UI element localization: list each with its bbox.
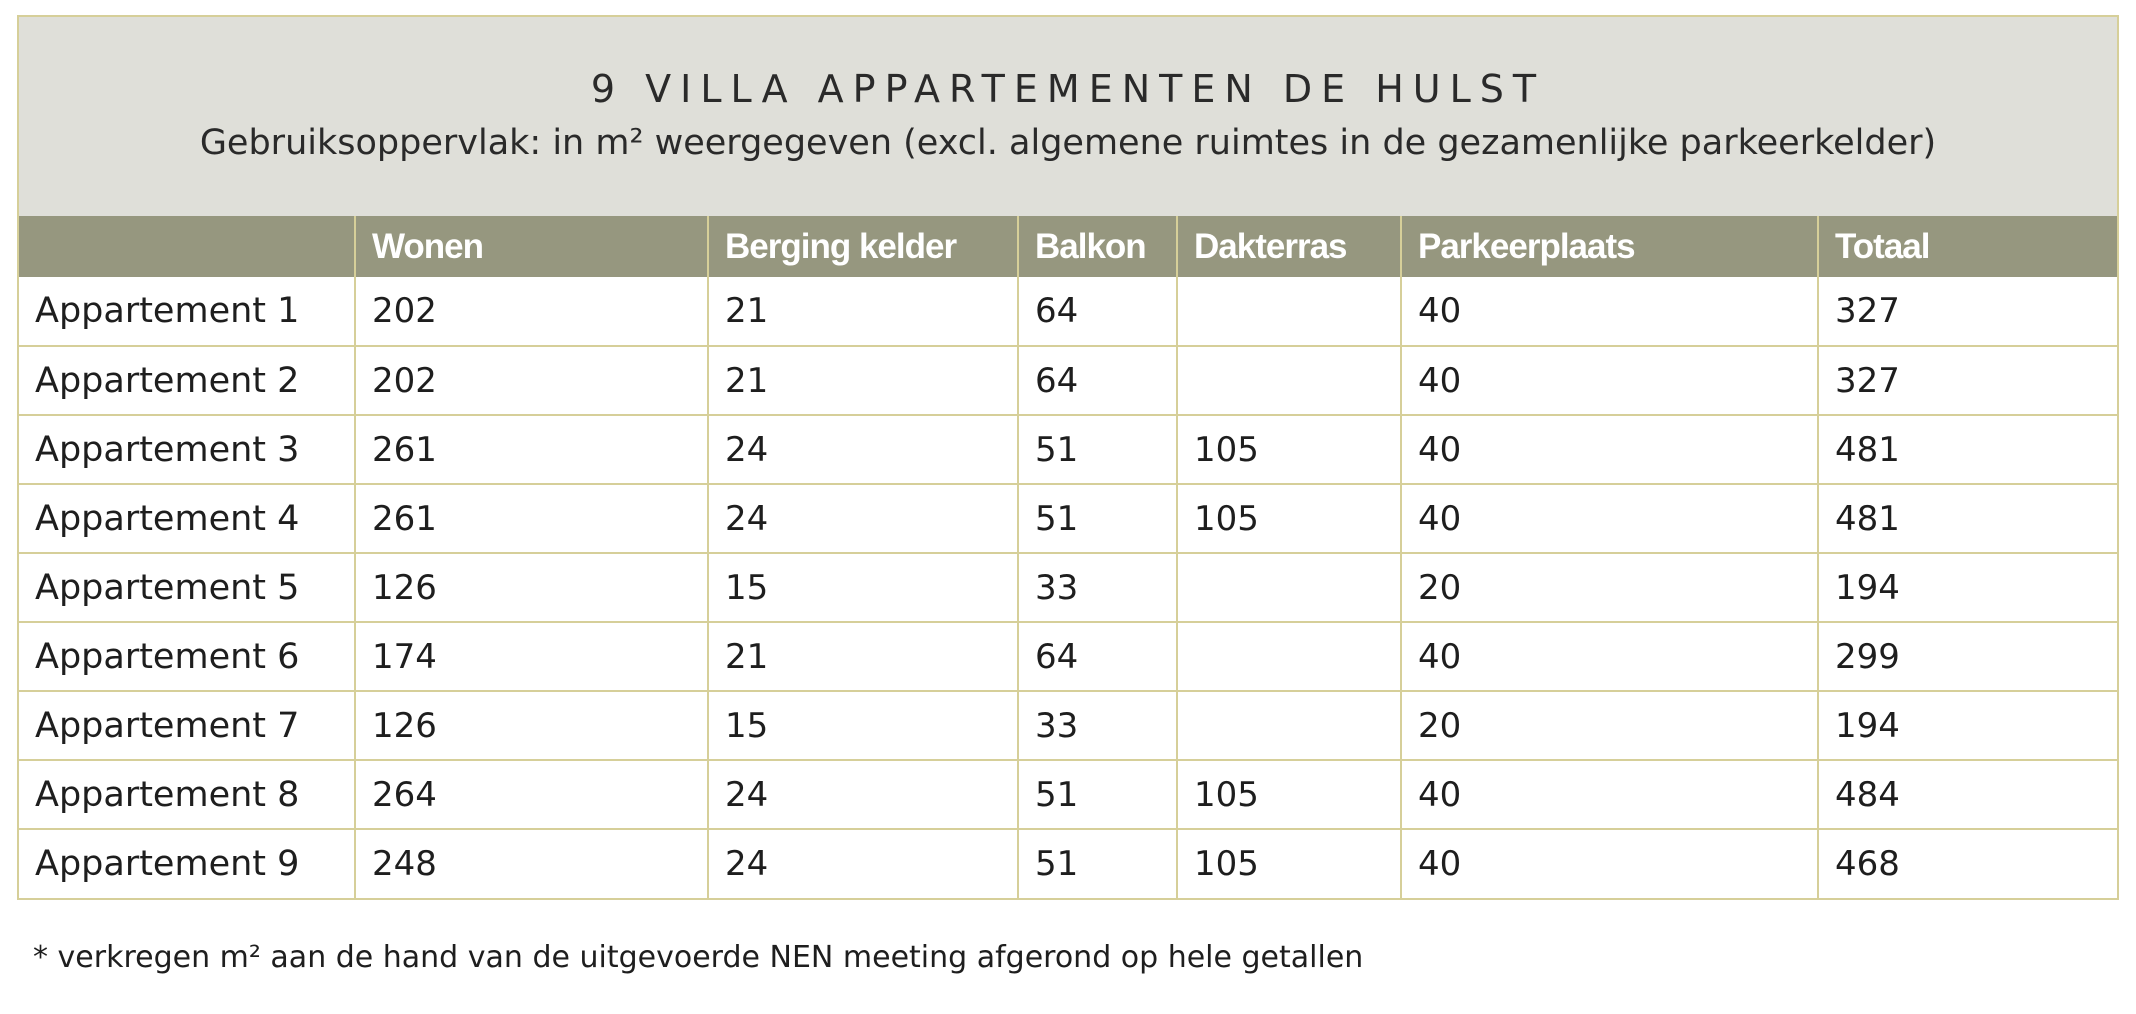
- cell-parkeerplaats: 40: [1401, 484, 1818, 553]
- cell-wonen: 248: [355, 829, 708, 898]
- cell-totaal: 468: [1818, 829, 2117, 898]
- cell-balkon: 64: [1018, 277, 1177, 346]
- column-header-dakterras: Dakterras: [1177, 216, 1401, 277]
- cell-parkeerplaats: 40: [1401, 760, 1818, 829]
- cell-parkeerplaats: 40: [1401, 622, 1818, 691]
- cell-dakterras: 105: [1177, 829, 1401, 898]
- cell-dakterras: [1177, 622, 1401, 691]
- cell-parkeerplaats: 20: [1401, 691, 1818, 760]
- cell-balkon: 64: [1018, 622, 1177, 691]
- cell-wonen: 202: [355, 346, 708, 415]
- cell-parkeerplaats: 40: [1401, 277, 1818, 346]
- table-row: [19, 691, 2117, 760]
- cell-wonen: 261: [355, 484, 708, 553]
- cell-parkeerplaats: 40: [1401, 415, 1818, 484]
- cell-parkeerplaats: 20: [1401, 553, 1818, 622]
- table-row: [19, 415, 2117, 484]
- row-label: Appartement 6: [19, 622, 355, 691]
- cell-parkeerplaats: 40: [1401, 829, 1818, 898]
- cell-berging-kelder: 24: [708, 484, 1018, 553]
- table-row: [19, 829, 2117, 898]
- cell-totaal: 481: [1818, 415, 2117, 484]
- table-header-row: [19, 216, 2117, 277]
- cell-balkon: 33: [1018, 553, 1177, 622]
- cell-berging-kelder: 24: [708, 760, 1018, 829]
- column-header-parkeerplaats: Parkeerplaats: [1401, 216, 1818, 277]
- cell-berging-kelder: 21: [708, 346, 1018, 415]
- table-row: [19, 484, 2117, 553]
- table-row: [19, 622, 2117, 691]
- cell-totaal: 194: [1818, 553, 2117, 622]
- cell-dakterras: 105: [1177, 415, 1401, 484]
- column-header-totaal: Totaal: [1818, 216, 2117, 277]
- cell-berging-kelder: 15: [708, 553, 1018, 622]
- cell-totaal: 327: [1818, 277, 2117, 346]
- area-table-card: [17, 15, 2119, 900]
- cell-berging-kelder: 24: [708, 415, 1018, 484]
- cell-wonen: 126: [355, 553, 708, 622]
- cell-parkeerplaats: 40: [1401, 346, 1818, 415]
- cell-dakterras: [1177, 346, 1401, 415]
- table-title: 9 VILLA APPARTEMENTEN DE HULST: [590, 67, 1546, 111]
- column-header-balkon: Balkon: [1018, 216, 1177, 277]
- cell-wonen: 126: [355, 691, 708, 760]
- cell-totaal: 484: [1818, 760, 2117, 829]
- table-banner: [19, 17, 2117, 216]
- cell-balkon: 33: [1018, 691, 1177, 760]
- row-label: Appartement 8: [19, 760, 355, 829]
- cell-balkon: 51: [1018, 484, 1177, 553]
- footnote: * verkregen m² aan de hand van de uitgevoerde NEN meeting afgerond op hele getallen: [33, 940, 1364, 975]
- cell-balkon: 51: [1018, 415, 1177, 484]
- cell-berging-kelder: 21: [708, 277, 1018, 346]
- column-header-wonen: Wonen: [355, 216, 708, 277]
- cell-berging-kelder: 15: [708, 691, 1018, 760]
- row-label: Appartement 4: [19, 484, 355, 553]
- row-label: Appartement 7: [19, 691, 355, 760]
- cell-totaal: 299: [1818, 622, 2117, 691]
- table-row: [19, 553, 2117, 622]
- table-row: [19, 760, 2117, 829]
- cell-dakterras: 105: [1177, 484, 1401, 553]
- cell-wonen: 261: [355, 415, 708, 484]
- cell-dakterras: [1177, 553, 1401, 622]
- row-label: Appartement 5: [19, 553, 355, 622]
- row-label: Appartement 1: [35, 291, 300, 331]
- table-row: [19, 277, 2117, 346]
- cell-berging-kelder: 21: [708, 622, 1018, 691]
- table-body: [19, 277, 2117, 898]
- table-subtitle: Gebruiksoppervlak: in m² weergegeven (excl. algemene ruimtes in de gezamenlijke parkeerkelder): [199, 123, 1937, 163]
- cell-berging-kelder: 24: [708, 829, 1018, 898]
- cell-wonen: 202: [355, 277, 708, 346]
- cell-balkon: 51: [1018, 760, 1177, 829]
- cell-balkon: 51: [1018, 829, 1177, 898]
- cell-dakterras: [1177, 691, 1401, 760]
- cell-totaal: 481: [1818, 484, 2117, 553]
- cell-wonen: 174: [355, 622, 708, 691]
- row-label: Appartement 2: [19, 346, 355, 415]
- cell-totaal: 327: [1818, 346, 2117, 415]
- row-label: Appartement 9: [19, 829, 355, 898]
- cell-totaal: 194: [1818, 691, 2117, 760]
- cell-balkon: 64: [1018, 346, 1177, 415]
- column-header-label: [19, 216, 355, 277]
- cell-dakterras: [1177, 277, 1401, 346]
- row-label: Appartement 3: [19, 415, 355, 484]
- cell-wonen: 264: [355, 760, 708, 829]
- table-row: [19, 346, 2117, 415]
- area-table: [19, 216, 2117, 898]
- column-header-berging-kelder: Berging kelder: [708, 216, 1018, 277]
- cell-dakterras: 105: [1177, 760, 1401, 829]
